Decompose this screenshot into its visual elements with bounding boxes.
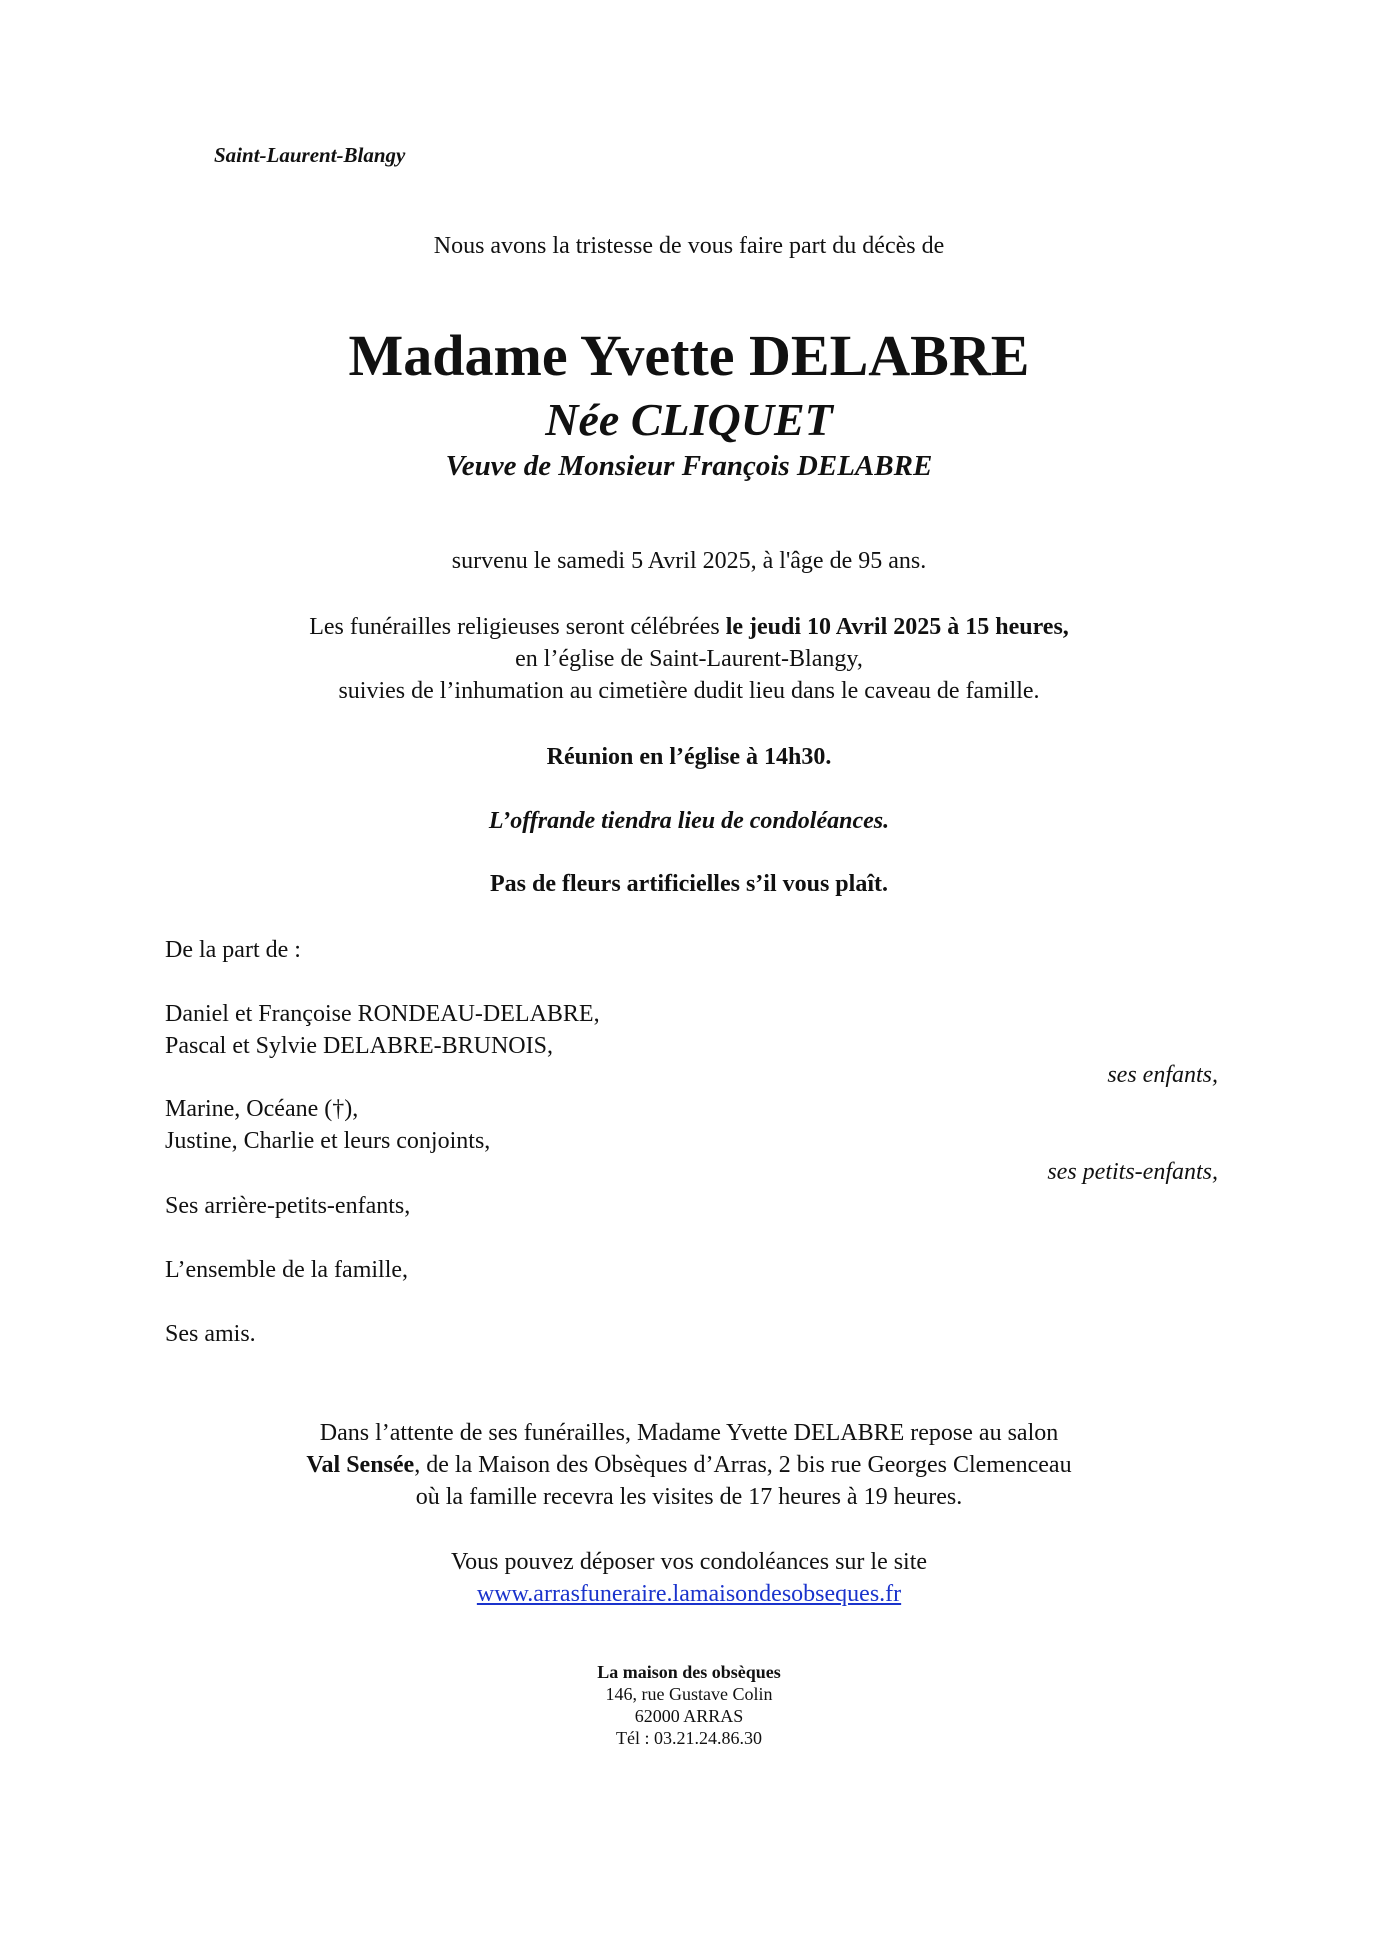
widow-of: Veuve de Monsieur François DELABRE — [445, 450, 933, 482]
condolences-link-row — [0, 1578, 1378, 1610]
deceased-name: Madame Yvette DELABRE — [348, 323, 1030, 388]
family-intro: De la part de : — [165, 937, 301, 963]
funeral-date: le jeudi 10 Avril 2025 à 15 heures, — [725, 614, 1069, 640]
announcement-intro: Nous avons la tristesse de vous faire part du décès de — [433, 233, 945, 259]
company-city: 62000 ARRAS — [634, 1706, 744, 1726]
rest-line-3: où la famille recevra les visites de 17 heures à 19 heures. — [415, 1484, 963, 1510]
child-line: Pascal et Sylvie DELABRE-BRUNOIS, — [165, 1033, 553, 1059]
condolences-text: Vous pouvez déposer vos condoléances sur le site — [450, 1549, 928, 1575]
rest-line-1: Dans l’attente de ses funérailles, Madame Yvette DELABRE repose au salon — [319, 1420, 1059, 1446]
church-line: en l’église de Saint-Laurent-Blangy, — [515, 646, 863, 672]
salon-address: , de la Maison des Obsèques d’Arras, 2 bis rue Georges Clemenceau — [414, 1452, 1072, 1478]
grandchild-line: Justine, Charlie et leurs conjoints, — [165, 1128, 491, 1154]
meeting-time: Réunion en l’église à 14h30. — [546, 744, 832, 770]
family-line: L’ensemble de la famille, — [165, 1257, 409, 1283]
grandchildren-label: ses petits-enfants, — [1047, 1159, 1218, 1185]
death-date: survenu le samedi 5 Avril 2025, à l'âge de 95 ans. — [451, 548, 927, 574]
salon-name: Val Sensée — [306, 1452, 415, 1478]
children-label: ses enfants, — [1107, 1062, 1218, 1088]
offering-note: L’offrande tiendra lieu de condoléances. — [488, 808, 890, 834]
rest-line-2 — [0, 1449, 1378, 1481]
maiden-name: Née CLIQUET — [545, 394, 833, 445]
funeral-line — [0, 611, 1378, 643]
flowers-note: Pas de fleurs artificielles s’il vous plaît. — [490, 871, 888, 897]
child-line: Daniel et Françoise RONDEAU-DELABRE, — [165, 1001, 600, 1027]
grandchild-line: Marine, Océane (†), — [165, 1096, 359, 1122]
condolences-link[interactable]: www.arrasfuneraire.lamaisondesobseques.fr — [476, 1581, 902, 1607]
great-grandchildren-line: Ses arrière-petits-enfants, — [165, 1193, 411, 1219]
location-heading: Saint-Laurent-Blangy — [214, 143, 406, 167]
burial-line: suivies de l’inhumation au cimetière dudit lieu dans le caveau de famille. — [338, 678, 1040, 704]
friends-line: Ses amis. — [165, 1321, 256, 1347]
company-street: 146, rue Gustave Colin — [605, 1684, 773, 1704]
company-name: La maison des obsèques — [597, 1662, 781, 1682]
funeral-text: Les funérailles religieuses seront célébrées — [309, 614, 726, 640]
company-phone: Tél : 03.21.24.86.30 — [616, 1728, 762, 1748]
